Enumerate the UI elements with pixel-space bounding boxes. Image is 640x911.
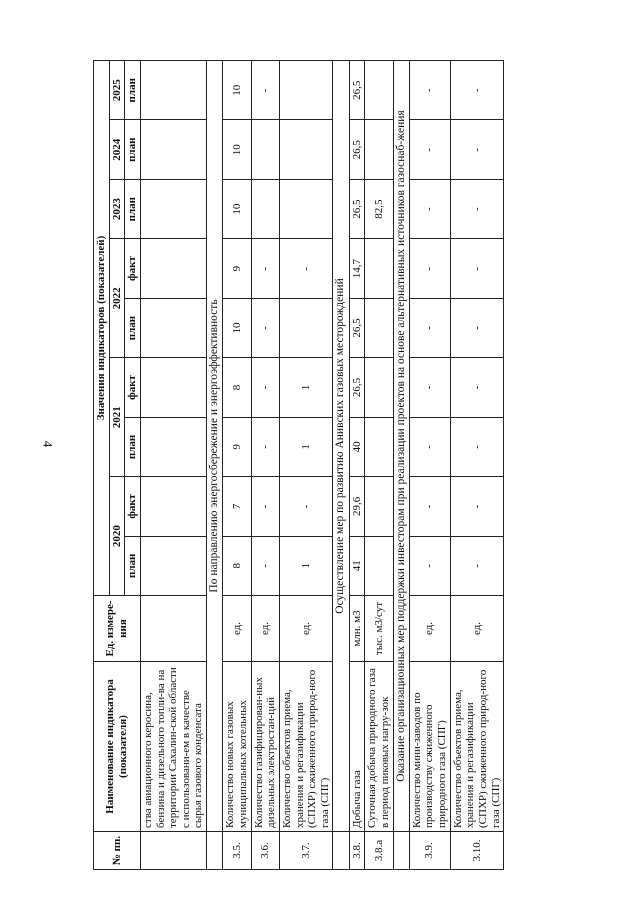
section-row (333, 61, 349, 870)
row-value (251, 179, 279, 238)
row-value: 10 (223, 120, 251, 179)
table-row (251, 61, 279, 870)
table-row (223, 61, 251, 870)
row-value: 14,7 (349, 239, 365, 298)
row-value (365, 120, 393, 179)
row-name: Количество объектов приема, хранения и регазификации (СПХР) сжиженного природ-ного газа (СПГ) (450, 662, 504, 832)
row-value (365, 477, 393, 536)
header-year: 2024 (109, 120, 125, 179)
section-title: Осуществление мер по развитию Анивских газовых месторождений (333, 61, 349, 832)
header-year: 2025 (109, 61, 125, 121)
row-name: Количество мини-заводов по производству сжиженного природного газа (СПГ) (409, 662, 450, 832)
row-value: - (409, 239, 450, 298)
indicators-table (93, 60, 504, 870)
row-value: - (450, 120, 504, 179)
table-row (349, 61, 365, 870)
row-value (279, 120, 333, 179)
row-value: - (251, 298, 279, 357)
row-num: 3.8.а (365, 832, 393, 870)
header-kind: факт (125, 477, 141, 536)
header-kind: факт (125, 358, 141, 417)
section-title: Оказание организационных мер поддержки инвесторам при реализации проектов на основе альтернативных источников газоснаб-жения (393, 61, 409, 832)
header-kind: план (125, 61, 141, 121)
row-unit: ед. (279, 596, 333, 662)
row-value: - (409, 61, 450, 121)
row-value: 8 (223, 536, 251, 595)
row-value: - (251, 536, 279, 595)
table-row (450, 61, 504, 870)
row-value: 9 (223, 417, 251, 476)
header-values: Значения индикаторов (показателей) (94, 61, 110, 596)
row-value (279, 179, 333, 238)
row-num: 3.8. (349, 832, 365, 870)
row-value: - (279, 477, 333, 536)
row-value (140, 417, 206, 476)
row-value: - (251, 239, 279, 298)
header-kind: план (125, 417, 141, 476)
row-value (140, 358, 206, 417)
row-value: 1 (279, 536, 333, 595)
row-value: 26,5 (349, 358, 365, 417)
row-unit: ед. (450, 596, 504, 662)
section-num (333, 832, 349, 870)
row-value: - (409, 358, 450, 417)
row-value: 40 (349, 417, 365, 476)
header-year: 2021 (109, 358, 125, 477)
table-row (140, 61, 206, 870)
row-num: 3.9. (409, 832, 450, 870)
row-value: 26,5 (349, 61, 365, 121)
row-value (140, 120, 206, 179)
row-value (140, 477, 206, 536)
row-value: - (450, 298, 504, 357)
row-name: ства авиационного керосина, бензина и дизельного топли-ва на территории Сахалин-ской области с использовани-ем в качестве сырья газового конденсата (140, 662, 206, 832)
row-value: - (251, 477, 279, 536)
row-num: 3.7. (279, 832, 333, 870)
row-value: - (409, 120, 450, 179)
row-value: 10 (223, 61, 251, 121)
header-year: 2023 (109, 179, 125, 238)
row-value: 82,5 (365, 179, 393, 238)
row-name: Количество объектов приема, хранения и регазификации (СПХР) сжиженного природ-ного газа (СПГ) (279, 662, 333, 832)
row-value: - (409, 536, 450, 595)
row-value: - (450, 417, 504, 476)
row-value (140, 298, 206, 357)
row-value: 41 (349, 536, 365, 595)
row-value (365, 61, 393, 121)
row-value: - (279, 239, 333, 298)
table-row (365, 61, 393, 870)
row-value (365, 239, 393, 298)
row-value: - (409, 477, 450, 536)
row-unit: ед. (251, 596, 279, 662)
row-value: - (251, 417, 279, 476)
section-num (207, 832, 223, 870)
header-kind: план (125, 179, 141, 238)
row-value: 8 (223, 358, 251, 417)
rotated-table-holder (93, 60, 640, 870)
row-value: 1 (279, 358, 333, 417)
row-value (279, 298, 333, 357)
row-value: 26,5 (349, 298, 365, 357)
row-name: Количество новых газовых муниципальных котельных (223, 662, 251, 832)
row-unit: млн. м3 (349, 596, 365, 662)
page-number: 4 (40, 440, 56, 448)
row-value: - (251, 358, 279, 417)
row-value: - (450, 61, 504, 121)
row-unit: тыс. м3/сут (365, 596, 393, 662)
row-value: - (450, 179, 504, 238)
row-unit: ед. (223, 596, 251, 662)
header-kind: план (125, 120, 141, 179)
row-value: 9 (223, 239, 251, 298)
header-year: 2020 (109, 477, 125, 596)
row-num (140, 832, 206, 870)
row-value (140, 179, 206, 238)
row-value: - (450, 477, 504, 536)
row-value: - (251, 61, 279, 121)
row-value (365, 358, 393, 417)
table-row (409, 61, 450, 870)
row-value: - (450, 358, 504, 417)
row-unit (140, 596, 206, 662)
row-value: 26,5 (349, 120, 365, 179)
row-value: 1 (279, 417, 333, 476)
row-num: 3.5. (223, 832, 251, 870)
row-value (365, 298, 393, 357)
row-value (140, 536, 206, 595)
row-name: Количество газифицирован-ных дизельных электростан-ций (251, 662, 279, 832)
section-num (393, 832, 409, 870)
header-kind: факт (125, 239, 141, 298)
row-unit: ед. (409, 596, 450, 662)
row-value: - (409, 179, 450, 238)
row-value (251, 120, 279, 179)
section-row (207, 61, 223, 870)
row-value: - (450, 536, 504, 595)
row-num: 3.6. (251, 832, 279, 870)
row-value: 26,5 (349, 179, 365, 238)
row-value: - (450, 239, 504, 298)
row-value (365, 417, 393, 476)
section-row (393, 61, 409, 870)
row-value: 7 (223, 477, 251, 536)
table-row (279, 61, 333, 870)
row-value (365, 536, 393, 595)
row-value: - (409, 298, 450, 357)
row-name: Суточная добыча природного газа в период пиковых нагру-зок (365, 662, 393, 832)
row-value: 10 (223, 179, 251, 238)
header-num: № пп. (94, 832, 141, 870)
row-value: - (409, 417, 450, 476)
section-title: По направлению энергосбережение и энергоэффективность (207, 61, 223, 832)
header-unit: Ед. измере-ния (94, 596, 141, 662)
row-num: 3.10. (450, 832, 504, 870)
row-value: 29,6 (349, 477, 365, 536)
row-name: Добыча газа (349, 662, 365, 832)
header-kind: план (125, 298, 141, 357)
row-value (140, 61, 206, 121)
row-value (279, 61, 333, 121)
header-year: 2022 (109, 239, 125, 358)
header-kind: план (125, 536, 141, 595)
row-value (140, 239, 206, 298)
row-value: 10 (223, 298, 251, 357)
header-name: Наименование индикатора (показателя) (94, 662, 141, 832)
